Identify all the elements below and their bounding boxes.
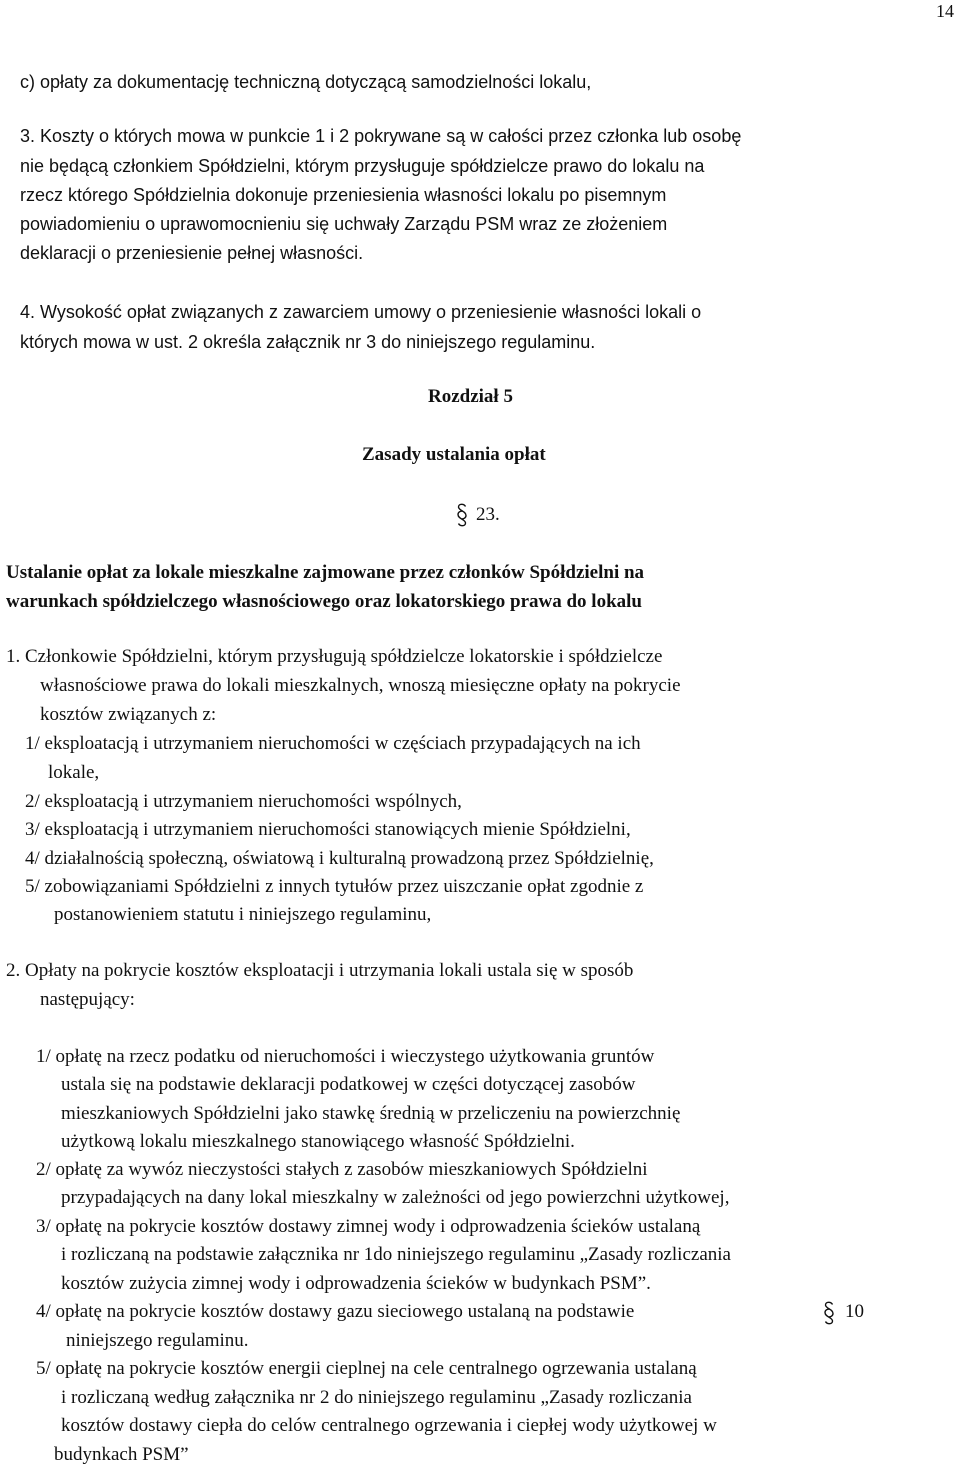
item3-line-1: 3. Koszty o których mowa w punkcie 1 i 2 pokrywane są w całości przez członka lub osobę <box>20 126 742 146</box>
heading-line-2: warunkach spółdzielczego własnościowego oraz lokatorskiego prawa do lokalu <box>6 591 642 612</box>
item3-line-5: deklaracji o przeniesienie pełnej własności. <box>20 243 364 263</box>
item4-line-1: 4. Wysokość opłat związanych z zawarciem umowy o przeniesienie własności lokali o <box>20 302 702 322</box>
p2-list-5-cont-1: i rozliczaną według załącznika nr 2 do niniejszego regulaminu „Zasady rozliczania <box>61 1387 692 1408</box>
p2-list-5-cont-2: kosztów dostawy ciepła do celów centralnego ogrzewania i ciepłej wody użytkowej w <box>61 1415 717 1436</box>
p2-list-2-cont: przypadających na dany lokal mieszkalny w zależności od jego powierzchni użytkowej, <box>61 1187 730 1208</box>
p2-list-1: 1/ opłatę na rzecz podatku od nieruchomości i wieczystego użytkowania gruntów <box>36 1046 655 1067</box>
p2-list-4: 4/ opłatę na pokrycie kosztów dostawy gazu sieciowego ustalaną na podstawie <box>36 1301 635 1322</box>
p1-list-2: 2/ eksploatacją i utrzymaniem nieruchomości wspólnych, <box>25 791 462 812</box>
p2-list-5: 5/ opłatę na pokrycie kosztów energii cieplnej na cele centralnego ogrzewania ustalaną <box>36 1358 697 1379</box>
chapter-subtitle: Zasady ustalania opłat <box>362 444 546 465</box>
paragraph-number: 23. <box>476 504 500 525</box>
p2-list-5-cont-3: budynkach PSM” <box>54 1444 189 1465</box>
item3-line-2: nie będącą członkiem Spółdzielni, którym przysługuje spółdzielcze prawo do lokalu na <box>20 156 705 176</box>
page-number: 14 <box>936 1 954 21</box>
p2-list-3: 3/ opłatę na pokrycie kosztów dostawy zimnej wody i odprowadzenia ścieków ustalaną <box>36 1216 701 1237</box>
p2-list-4-cont: niniejszego regulaminu. <box>66 1330 249 1351</box>
p1-list-1: 1/ eksploatacją i utrzymaniem nieruchomości w częściach przypadających na ich <box>25 733 641 754</box>
section-sign-icon <box>822 1300 836 1326</box>
p2-list-2: 2/ opłatę za wywóz nieczystości stałych z zasobów mieszkaniowych Spółdzielni <box>36 1159 648 1180</box>
heading-line-1: Ustalanie opłat za lokale mieszkalne zajmowane przez członków Spółdzielni na <box>6 562 645 583</box>
p1-line-1: 1. Członkowie Spółdzielni, którym przysługują spółdzielcze lokatorskie i spółdzielcze <box>6 646 663 667</box>
p2-line-2: następujący: <box>40 989 135 1010</box>
p1-list-3: 3/ eksploatacją i utrzymaniem nieruchomości stanowiących mienie Spółdzielni, <box>25 819 631 840</box>
p2-list-3-cont-1: i rozliczaną na podstawie załącznika nr 1do niniejszego regulaminu „Zasady rozliczania <box>61 1244 731 1265</box>
section-sign-icon <box>455 502 469 528</box>
p2-list-4-ref: 10 <box>845 1301 864 1322</box>
p2-line-1: 2. Opłaty na pokrycie kosztów eksploatacji i utrzymania lokali ustala się w sposób <box>6 960 634 981</box>
p2-list-1-cont-2: mieszkaniowych Spółdzielni jako stawkę średnią w przeliczeniu na powierzchnię <box>61 1103 681 1124</box>
p1-list-4: 4/ działalnością społeczną, oświatową i kulturalną prowadzoną przez Spółdzielnię, <box>25 848 654 869</box>
item3-line-4: powiadomieniu o uprawomocnieniu się uchwały Zarządu PSM wraz ze złożeniem <box>20 214 668 234</box>
p1-line-3: kosztów związanych z: <box>40 704 217 725</box>
p1-list-5-cont: postanowieniem statutu i niniejszego regulaminu, <box>54 904 432 925</box>
item4-line-2: których mowa w ust. 2 określa załącznik nr 3 do niniejszego regulaminu. <box>20 332 596 352</box>
p1-list-5: 5/ zobowiązaniami Spółdzielni z innych tytułów przez uiszczanie opłat zgodnie z <box>25 876 644 897</box>
p1-list-1-cont: lokale, <box>48 762 100 783</box>
chapter-title: Rozdział 5 <box>428 386 513 407</box>
item-c-line: c) opłaty za dokumentację techniczną dotyczącą samodzielności lokalu, <box>20 72 592 92</box>
item3-line-3: rzecz którego Spółdzielnia dokonuje przeniesienia własności lokalu po pisemnym <box>20 185 667 205</box>
p1-line-2: własnościowe prawa do lokali mieszkalnych, wnoszą miesięczne opłaty na pokrycie <box>40 675 681 696</box>
p2-list-3-cont-2: kosztów zużycia zimnej wody i odprowadzenia ścieków w budynkach PSM”. <box>61 1273 651 1294</box>
p2-list-1-cont-1: ustala się na podstawie deklaracji podatkowej w części dotyczącej zasobów <box>61 1074 636 1095</box>
p2-list-1-cont-3: użytkową lokalu mieszkalnego stanowiącego własność Spółdzielni. <box>61 1131 575 1152</box>
